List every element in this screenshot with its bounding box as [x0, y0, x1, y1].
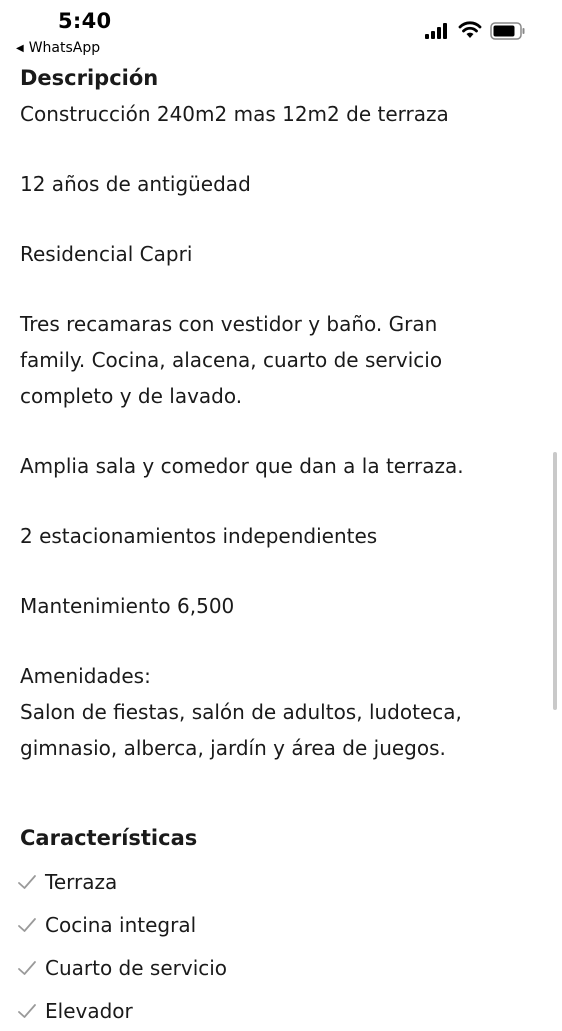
description-line: Amplia sala y comedor que dan a la terraza.	[20, 454, 464, 478]
cellular-signal-icon	[425, 23, 449, 39]
wifi-icon	[458, 21, 482, 39]
feature-item	[16, 905, 196, 945]
paragraph-gap	[20, 202, 540, 236]
feature-label: Terraza	[45, 870, 118, 894]
description-line: Residencial Capri	[20, 242, 193, 266]
description-title: Descripción	[20, 66, 159, 90]
feature-label: Elevador	[45, 999, 133, 1023]
back-to-app-button[interactable]	[16, 40, 100, 56]
paragraph-gap	[20, 554, 540, 588]
battery-icon	[490, 22, 526, 40]
feature-item	[16, 948, 227, 988]
description-line: Mantenimiento 6,500	[20, 594, 235, 618]
feature-label: Cocina integral	[45, 913, 197, 937]
status-time: 5:40	[58, 9, 112, 33]
back-triangle-icon: ◀	[16, 42, 24, 54]
feature-label: Cuarto de servicio	[45, 956, 228, 980]
checkmark-icon	[16, 957, 38, 979]
paragraph-gap	[20, 132, 540, 166]
scrollbar[interactable]	[553, 452, 557, 710]
description-line: gimnasio, alberca, jardín y área de juegos.	[20, 736, 446, 760]
checkmark-icon	[16, 914, 38, 936]
checkmark-icon	[16, 1000, 38, 1022]
checkmark-icon	[16, 871, 38, 893]
paragraph-gap	[20, 624, 540, 658]
description-line: 2 estacionamientos independientes	[20, 524, 378, 548]
description-line: Tres recamaras con vestidor y baño. Gran	[20, 312, 438, 336]
paragraph-gap	[20, 484, 540, 518]
back-app-label: WhatsApp	[28, 40, 101, 56]
paragraph-gap	[20, 272, 540, 306]
status-bar	[0, 0, 562, 62]
description-line: family. Cocina, alacena, cuarto de servicio	[20, 348, 443, 372]
description-section	[20, 60, 540, 766]
description-line: Salon de fiestas, salón de adultos, ludoteca,	[20, 700, 462, 724]
feature-item	[16, 862, 117, 902]
feature-item	[16, 991, 133, 1031]
features-title: Características	[20, 826, 198, 850]
description-line: 12 años de antigüedad	[20, 172, 251, 196]
description-line: Amenidades:	[20, 664, 151, 688]
description-line: Construcción 240m2 mas 12m2 de terraza	[20, 102, 449, 126]
paragraph-gap	[20, 414, 540, 448]
description-body	[20, 96, 540, 766]
description-line: completo y de lavado.	[20, 384, 243, 408]
